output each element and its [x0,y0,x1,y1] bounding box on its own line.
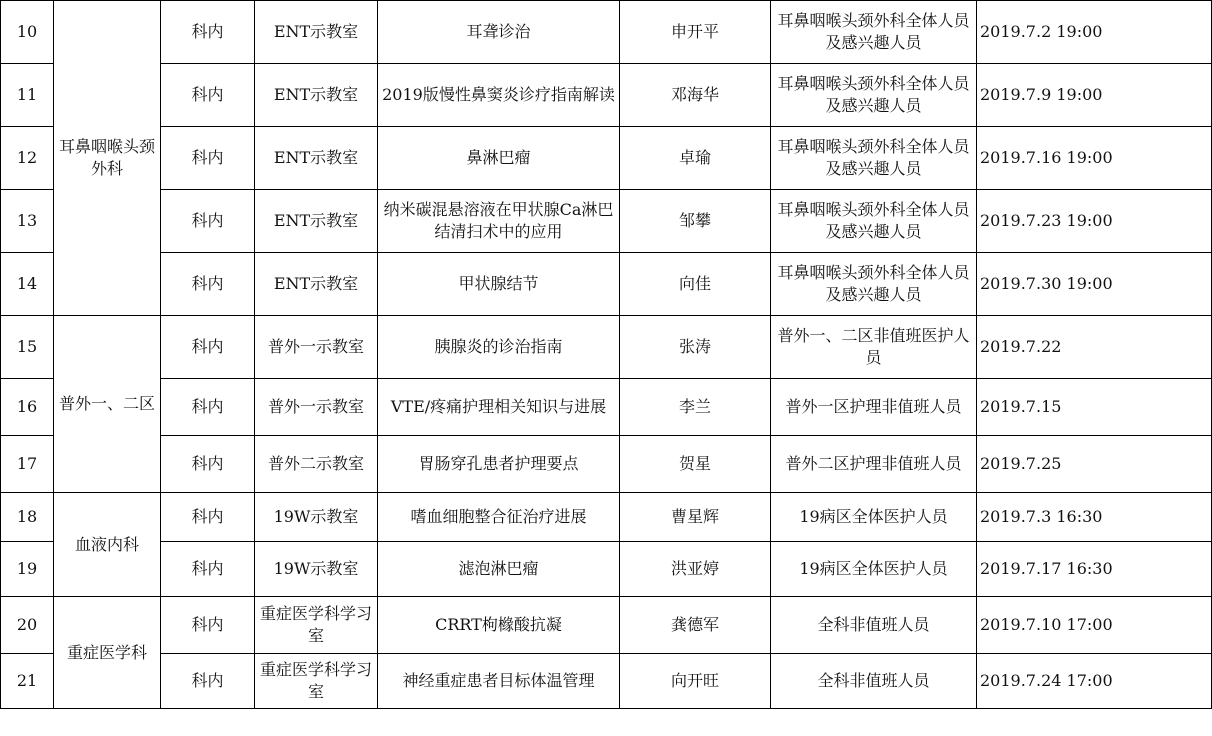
lecture-type: 科内 [161,127,255,190]
topic: VTE/疼痛护理相关知识与进展 [378,379,620,436]
topic: 神经重症患者目标体温管理 [378,654,620,709]
table-row [1,127,1212,190]
audience: 普外一区护理非值班人员 [771,379,977,436]
date-time: 2019.7.24 17:00 [977,654,1212,709]
lecture-type: 科内 [161,436,255,493]
row-number: 14 [1,253,54,316]
date-time: 2019.7.25 [977,436,1212,493]
lecture-type: 科内 [161,316,255,379]
audience: 全科非值班人员 [771,654,977,709]
table-row [1,253,1212,316]
venue: ENT示教室 [255,1,378,64]
speaker: 洪亚婷 [620,542,771,597]
table-row [1,379,1212,436]
table-row [1,316,1212,379]
venue: 重症医学科学习室 [255,654,378,709]
department-cell: 重症医学科 [54,597,161,709]
row-number: 12 [1,127,54,190]
venue: ENT示教室 [255,253,378,316]
lecture-type: 科内 [161,654,255,709]
venue: ENT示教室 [255,190,378,253]
speaker: 张涛 [620,316,771,379]
lecture-type: 科内 [161,64,255,127]
topic: 鼻淋巴瘤 [378,127,620,190]
topic: 胃肠穿孔患者护理要点 [378,436,620,493]
date-time: 2019.7.3 16:30 [977,493,1212,542]
topic: 胰腺炎的诊治指南 [378,316,620,379]
topic: 嗜血细胞整合征治疗进展 [378,493,620,542]
speaker: 邹攀 [620,190,771,253]
row-number: 18 [1,493,54,542]
row-number: 17 [1,436,54,493]
department-cell: 普外一、二区 [54,316,161,493]
row-number: 11 [1,64,54,127]
topic: 2019版慢性鼻窦炎诊疗指南解读 [378,64,620,127]
speaker: 龚德军 [620,597,771,654]
topic: 滤泡淋巴瘤 [378,542,620,597]
lecture-type: 科内 [161,542,255,597]
row-number: 10 [1,1,54,64]
topic: 纳米碳混悬溶液在甲状腺Ca淋巴结清扫术中的应用 [378,190,620,253]
speaker: 贺星 [620,436,771,493]
speaker: 曹星辉 [620,493,771,542]
venue: 重症医学科学习室 [255,597,378,654]
row-number: 13 [1,190,54,253]
speaker: 邓海华 [620,64,771,127]
date-time: 2019.7.23 19:00 [977,190,1212,253]
table-row [1,190,1212,253]
audience: 耳鼻咽喉头颈外科全体人员及感兴趣人员 [771,127,977,190]
date-time: 2019.7.16 19:00 [977,127,1212,190]
audience: 耳鼻咽喉头颈外科全体人员及感兴趣人员 [771,1,977,64]
venue: ENT示教室 [255,64,378,127]
date-time: 2019.7.9 19:00 [977,64,1212,127]
lecture-type: 科内 [161,253,255,316]
lecture-type: 科内 [161,379,255,436]
venue: 普外一示教室 [255,379,378,436]
audience: 耳鼻咽喉头颈外科全体人员及感兴趣人员 [771,190,977,253]
venue: ENT示教室 [255,127,378,190]
row-number: 15 [1,316,54,379]
date-time: 2019.7.10 17:00 [977,597,1212,654]
table-row [1,654,1212,709]
speaker: 向佳 [620,253,771,316]
venue: 19W示教室 [255,493,378,542]
venue: 19W示教室 [255,542,378,597]
audience: 全科非值班人员 [771,597,977,654]
audience: 耳鼻咽喉头颈外科全体人员及感兴趣人员 [771,253,977,316]
lecture-type: 科内 [161,1,255,64]
speaker: 卓瑜 [620,127,771,190]
date-time: 2019.7.22 [977,316,1212,379]
venue: 普外一示教室 [255,316,378,379]
date-time: 2019.7.2 19:00 [977,1,1212,64]
lecture-type: 科内 [161,190,255,253]
audience: 普外一、二区非值班医护人员 [771,316,977,379]
topic: CRRT枸橼酸抗凝 [378,597,620,654]
department-cell: 耳鼻咽喉头颈外科 [54,1,161,316]
venue: 普外二示教室 [255,436,378,493]
row-number: 21 [1,654,54,709]
speaker: 李兰 [620,379,771,436]
date-time: 2019.7.30 19:00 [977,253,1212,316]
table-row [1,64,1212,127]
row-number: 16 [1,379,54,436]
row-number: 20 [1,597,54,654]
table-row [1,436,1212,493]
table-row [1,1,1212,64]
speaker: 申开平 [620,1,771,64]
department-cell: 血液内科 [54,493,161,597]
topic: 耳聋诊治 [378,1,620,64]
table-row [1,597,1212,654]
topic: 甲状腺结节 [378,253,620,316]
lecture-type: 科内 [161,493,255,542]
audience: 耳鼻咽喉头颈外科全体人员及感兴趣人员 [771,64,977,127]
table-row [1,542,1212,597]
lecture-type: 科内 [161,597,255,654]
row-number: 19 [1,542,54,597]
date-time: 2019.7.15 [977,379,1212,436]
audience: 19病区全体医护人员 [771,542,977,597]
date-time: 2019.7.17 16:30 [977,542,1212,597]
audience: 普外二区护理非值班人员 [771,436,977,493]
speaker: 向开旺 [620,654,771,709]
audience: 19病区全体医护人员 [771,493,977,542]
table-row [1,493,1212,542]
